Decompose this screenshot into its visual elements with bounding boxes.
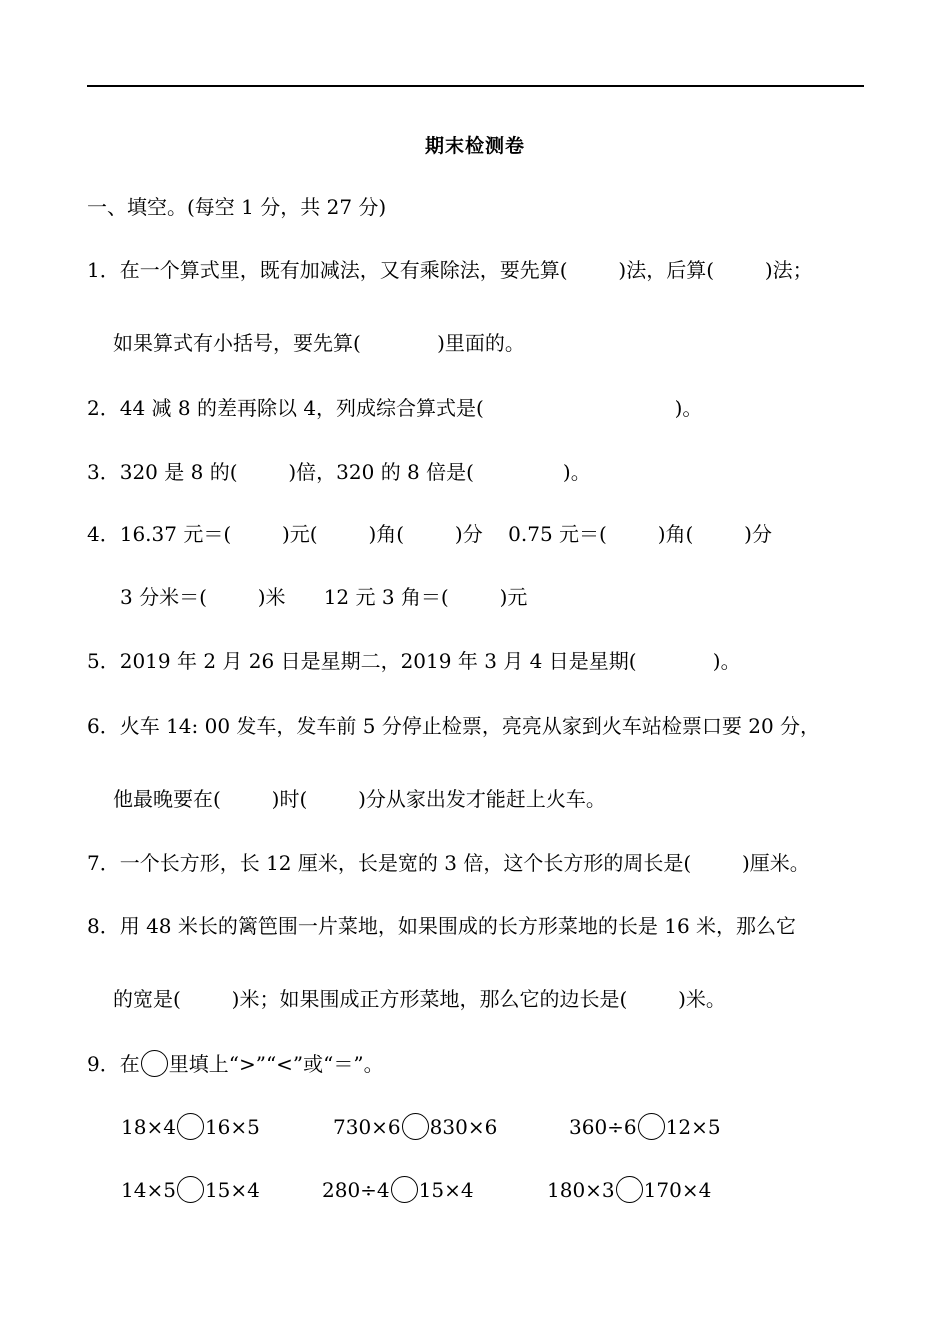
header-rule <box>87 85 864 87</box>
comparison-2 <box>333 1113 497 1140</box>
comparison-left: 730×6 <box>333 1115 401 1139</box>
comparison-right: 12×5 <box>665 1115 721 1139</box>
question-1-line-1: 1．在一个算式里，既有加减法，又有乘除法，要先算( )法，后算( )法； <box>87 258 813 282</box>
comparison-6 <box>547 1176 711 1203</box>
question-6-line-2: 他最晚要在( )时( )分从家出发才能赶上火车。 <box>113 787 606 811</box>
answer-circle-icon[interactable] <box>177 1113 204 1140</box>
comparison-5 <box>322 1176 474 1203</box>
comparison-right: 15×4 <box>418 1178 474 1202</box>
question-1-line-2: 如果算式有小括号，要先算( )里面的。 <box>113 331 525 355</box>
page-title: 期末检测卷 <box>424 135 525 157</box>
comparison-right: 830×6 <box>429 1115 498 1139</box>
comparison-left: 14×5 <box>121 1178 176 1202</box>
comparison-right: 170×4 <box>643 1178 712 1202</box>
answer-circle-icon <box>141 1050 168 1077</box>
comparison-left: 180×3 <box>547 1178 615 1202</box>
answer-circle-icon[interactable] <box>177 1176 204 1203</box>
comparison-right: 16×5 <box>204 1115 260 1139</box>
question-2: 2．44 减 8 的差再除以 4，列成综合算式是( )。 <box>87 396 703 420</box>
question-9-suffix: 里填上“>”“<”或“＝”。 <box>168 1052 384 1076</box>
question-9-prefix: 9．在 <box>87 1052 140 1076</box>
question-6-line-1: 6．火车 14: 00 发车，发车前 5 分停止检票，亮亮从家到火车站检票口要 20 分， <box>87 714 821 738</box>
section-heading: 一、填空。(每空 1 分，共 27 分) <box>87 195 387 219</box>
comparison-left: 18×4 <box>121 1115 176 1139</box>
comparison-left: 360÷6 <box>569 1115 637 1139</box>
question-4-line-1: 4．16.37 元＝( )元( )角( )分 0.75 元＝( )角( )分 <box>87 522 772 546</box>
question-8-line-1: 8．用 48 米长的篱笆围一片菜地，如果围成的长方形菜地的长是 16 米，那么它 <box>87 914 797 938</box>
comparison-right: 15×4 <box>204 1178 260 1202</box>
answer-circle-icon[interactable] <box>638 1113 665 1140</box>
question-7: 7．一个长方形，长 12 厘米，长是宽的 3 倍，这个长方形的周长是( )厘米。 <box>87 851 810 875</box>
question-5: 5．2019 年 2 月 26 日是星期二，2019 年 3 月 4 日是星期( )。 <box>87 649 741 673</box>
comparison-3 <box>569 1113 721 1140</box>
question-8-line-2: 的宽是( )米；如果围成正方形菜地，那么它的边长是( )米。 <box>113 987 726 1011</box>
question-9 <box>87 1050 384 1077</box>
question-3: 3．320 是 8 的( )倍，320 的 8 倍是( )。 <box>87 460 591 484</box>
comparison-1 <box>121 1113 260 1140</box>
answer-circle-icon[interactable] <box>616 1176 643 1203</box>
comparison-4 <box>121 1176 260 1203</box>
comparison-left: 280÷4 <box>322 1178 390 1202</box>
question-4-line-2: 3 分米＝( )米 12 元 3 角＝( )元 <box>120 585 528 609</box>
answer-circle-icon[interactable] <box>391 1176 418 1203</box>
answer-circle-icon[interactable] <box>402 1113 429 1140</box>
